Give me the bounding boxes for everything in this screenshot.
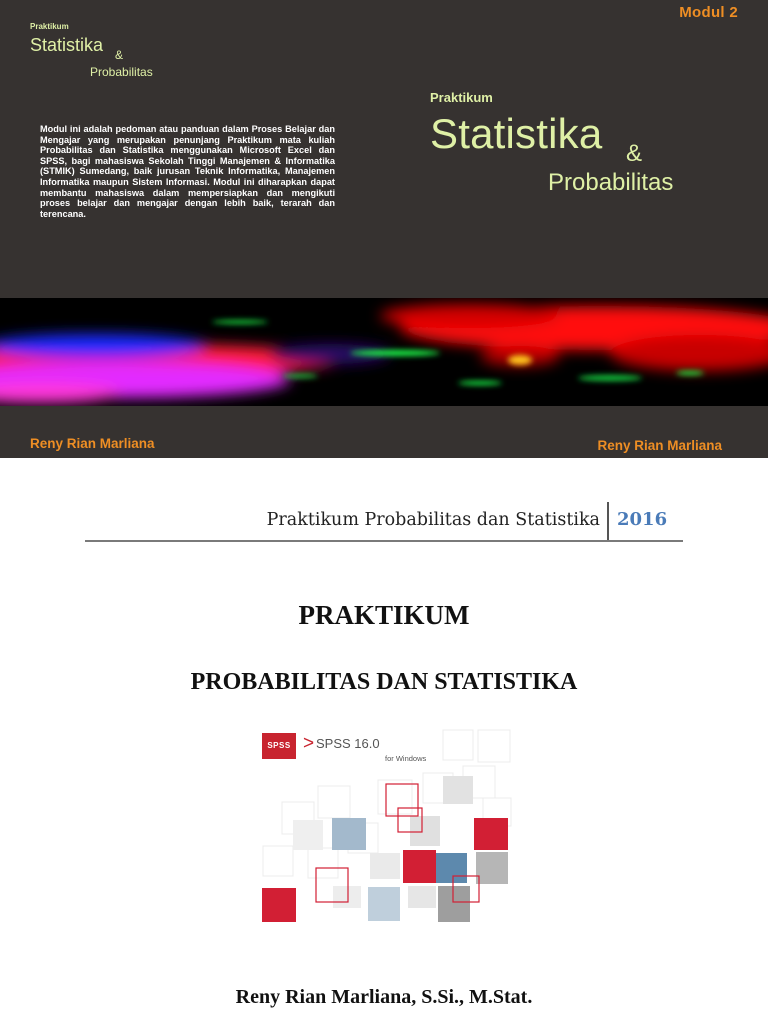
spss-product-subtitle: for Windows [385,754,427,763]
spss-badge: SPSS [262,733,296,759]
spss-logo [258,728,514,924]
spine-statistika-title: Statistika [30,35,104,55]
spine-probabilitas-title: Probabilitas [90,65,153,79]
spine-praktikum-label: Praktikum [30,22,69,31]
header-year: 2016 [617,509,668,530]
cover-author-right: Reny Rian Marliana [597,438,722,453]
module-label: Modul 2 [679,4,738,21]
spss-chevron-icon: > [303,733,315,754]
page-subtitle: PROBABILITAS DAN STATISTIKA [190,669,578,695]
page-title: PRAKTIKUM [298,600,470,630]
header-title: Praktikum Probabilitas dan Statistika [266,510,600,530]
spine-ampersand: & [115,48,124,62]
header-rule [85,540,683,542]
book-cover [0,0,768,458]
cover-author-left: Reny Rian Marliana [30,436,155,451]
author-name: Reny Rian Marliana, S.Si., M.Stat. [235,986,533,1008]
cover-description: Modul ini adalah pedoman atau panduan dalam Proses Belajar dan Mengajar yang merupakan penunjang Praktikum mata kuliah Probabilitas dan Statistika menggunakan Microsoft Excel dan SPSS, bagi mahasiswa Sekolah Tinggi Manajemen & Informatika (STMIK) Sumedang, baik jurusan Teknik Informatika, Manajemen Informatika maupun Sistem Informasi. Modul ini diharapkan dapat membantu mahasiswa dalam mempersiapkan dan mengikuti proses belajar dan mengajar dengan lebih baik, terarah dan terencana. [40,124,335,219]
cover-color-band [0,298,768,406]
cover-statistika-title: Statistika [430,110,603,157]
header-divider [607,502,609,540]
spss-product-name: SPSS 16.0 [316,736,380,751]
running-header [85,500,683,542]
cover-praktikum-label: Praktikum [430,90,493,105]
cover-ampersand: & [626,140,643,167]
cover-probabilitas-title: Probabilitas [548,169,674,196]
